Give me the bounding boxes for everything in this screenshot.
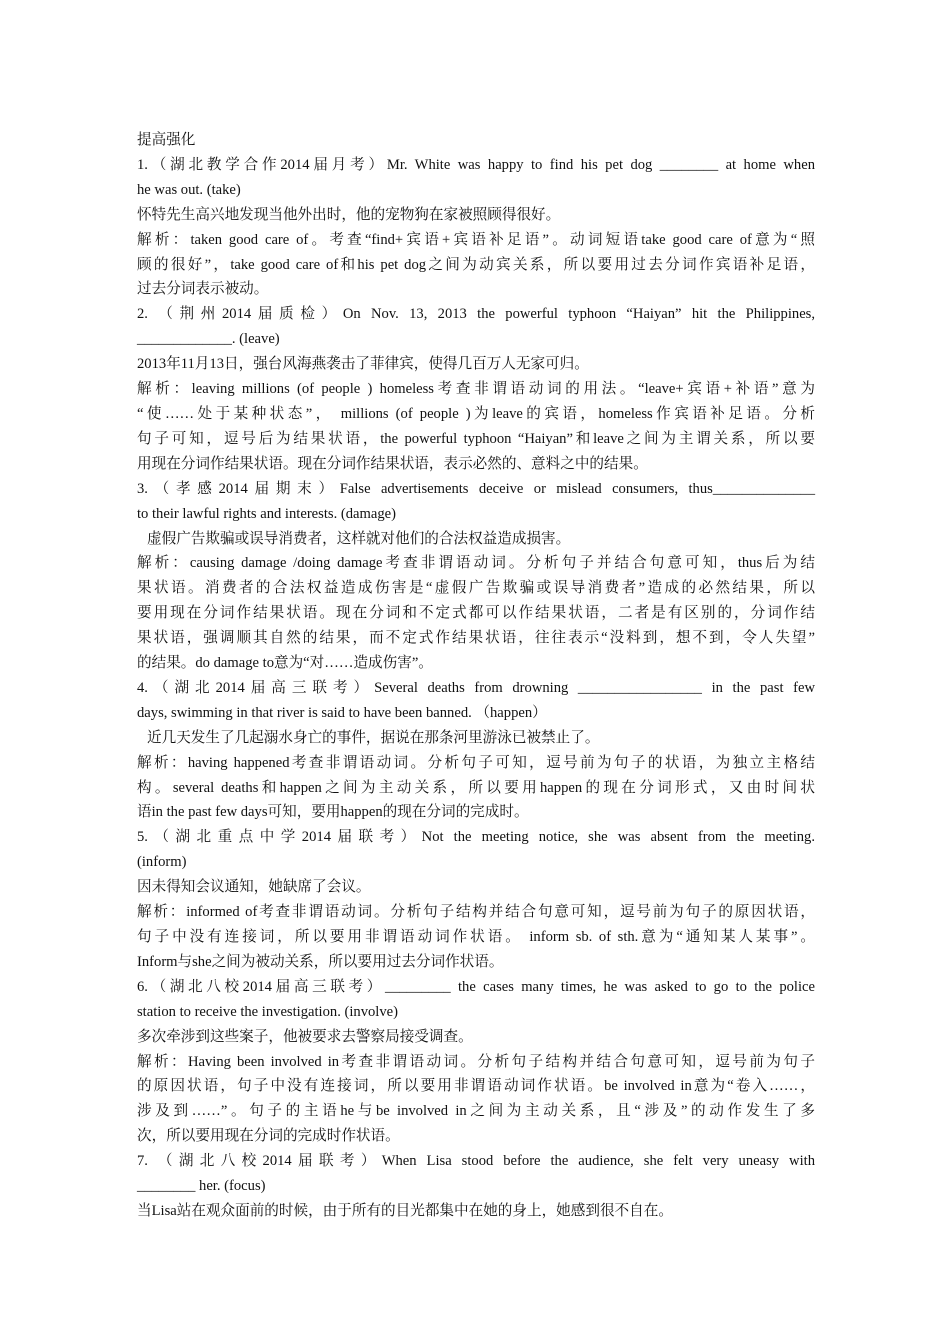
analysis-line: 次，所以要用现在分词的完成时作状语。 — [137, 1128, 400, 1145]
analysis-line: Inform与she之间为被动关系，所以要用过去分词作状语。 — [137, 953, 504, 970]
translation-line: 当Lisa站在观众面前的时候，由于所有的目光都集中在她的身上，她感到很不自在。 — [137, 1202, 673, 1219]
section-title: 提高强化 — [137, 132, 196, 148]
question-line: 6.（湖北八校2014届高三联考）_________ the cases many times, he was asked to go to the police — [137, 978, 815, 995]
analysis-line: 语in the past few days可知，要用happen的现在分词的完成时。 — [137, 804, 529, 821]
translation-line: 多次牵涉到这些案子，他被要求去警察局接受调查。 — [137, 1028, 473, 1045]
analysis-line: 的结果。do damage to意为“对……造成伤害”。 — [137, 655, 433, 672]
analysis-line: “使……处于某种状态”， millions (of people )为leave的宾语，homeless作宾语补足语。分析 — [137, 405, 815, 422]
analysis-line: 的原因状语，句子中没有连接词，所以要用非谓语动词作状语。be involved in意为“卷入……， — [137, 1078, 815, 1095]
question-line: 7. （湖北八校2014届联考）When Lisa stood before the audience, she felt very uneasy with — [137, 1153, 815, 1170]
analysis-line: 解析：having happened考查非谓语动词。分析句子可知，逗号前为句子的状语，为独立主格结 — [137, 754, 815, 771]
analysis-line: 用现在分词作结果状语。现在分词作结果状语，表示必然的、意料之中的结果。 — [137, 455, 648, 472]
question-line: 1.（湖北教学合作2014届月考）Mr. White was happy to find his pet dog ________ at home when — [137, 156, 815, 173]
question-line: 2. （荆州2014届质检）On Nov. 13, 2013 the powerful typhoon “Haiyan” hit the Philippines, — [137, 306, 815, 323]
analysis-line: 过去分词表示被动。 — [137, 281, 269, 298]
analysis-line: 果状语。消费者的合法权益造成伤害是“虚假广告欺骗或误导消费者”造成的必然结果，所以 — [137, 580, 815, 597]
analysis-line: 果状语，强调顺其自然的结果，而不定式作结果状语，往往表示“没料到，想不到，令人失望” — [137, 630, 815, 647]
translation-line: 因未得知会议通知，她缺席了会议。 — [137, 879, 371, 896]
translation-line: 虚假广告欺骗或误导消费者，这样就对他们的合法权益造成损害。 — [147, 530, 571, 547]
analysis-line: 解析：taken good care of。考查“find+宾语+宾语补足语”。动词短语take good care of意为“照 — [137, 231, 815, 248]
analysis-line: 涉及到……”。句子的主语he与be involved in之间为主动关系，且“涉及”的动作发生了多 — [137, 1103, 815, 1120]
translation-line: 怀特先生高兴地发现当他外出时，他的宠物狗在家被照顾得很好。 — [137, 206, 561, 223]
translation-line: 2013年11月13日，强台风海燕袭击了菲律宾，使得几百万人无家可归。 — [137, 356, 589, 373]
question-line: _____________. (leave) — [137, 331, 280, 348]
analysis-line: 顾的很好”，take good care of和his pet dog之间为动宾关系，所以要用过去分词作宾语补足语， — [137, 256, 815, 273]
analysis-line: 构。several deaths和happen之间为主动关系，所以要用happen的现在分词形式，又由时间状 — [137, 779, 815, 796]
question-line: ________ her. (focus) — [137, 1178, 266, 1195]
question-line: 3.（孝感2014届期末）False advertisements deceive or mislead consumers, thus______________ — [137, 480, 815, 497]
question-line: station to receive the investigation. (involve) — [137, 1003, 398, 1020]
analysis-line: 句子中没有连接词，所以要用非谓语动词作状语。 inform sb. of sth.意为“通知某人某事”。 — [137, 929, 815, 945]
question-line: days, swimming in that river is said to have been banned. （happen） — [137, 704, 547, 721]
analysis-line: 解析：causing damage /doing damage考查非谓语动词。分析句子并结合句意可知，thus后为结 — [137, 555, 815, 572]
analysis-line: 解析：Having been involved in考查非谓语动词。分析句子结构并结合句意可知，逗号前为句子 — [137, 1053, 815, 1070]
document-body — [137, 153, 815, 1224]
analysis-line: 句子可知，逗号后为结果状语，the powerful typhoon “Haiyan”和leave之间为主谓关系，所以要 — [137, 430, 815, 447]
analysis-line: 解析：informed of考查非谓语动词。分析句子结构并结合句意可知，逗号前为句子的原因状语， — [137, 904, 815, 921]
question-line: 4.（湖北2014届高三联考）Several deaths from drowning _________________ in the past few — [137, 679, 815, 696]
question-line: (inform) — [137, 854, 187, 871]
question-line: 5.（湖北重点中学2014届联考）Not the meeting notice, she was absent from the meeting. — [137, 829, 815, 846]
question-line: to their lawful rights and interests. (damage) — [137, 505, 396, 522]
question-line: he was out. (take) — [137, 181, 241, 198]
translation-line: 近几天发生了几起溺水身亡的事件，据说在那条河里游泳已被禁止了。 — [147, 729, 600, 746]
analysis-line: 要用现在分词作结果状语。现在分词和不定式都可以作结果状语，二者是有区别的，分词作结 — [137, 605, 815, 622]
analysis-line: 解析：leaving millions (of people ) homeless考查非谓语动词的用法。“leave+宾语+补语”意为 — [137, 381, 815, 398]
document-page — [137, 128, 815, 1224]
